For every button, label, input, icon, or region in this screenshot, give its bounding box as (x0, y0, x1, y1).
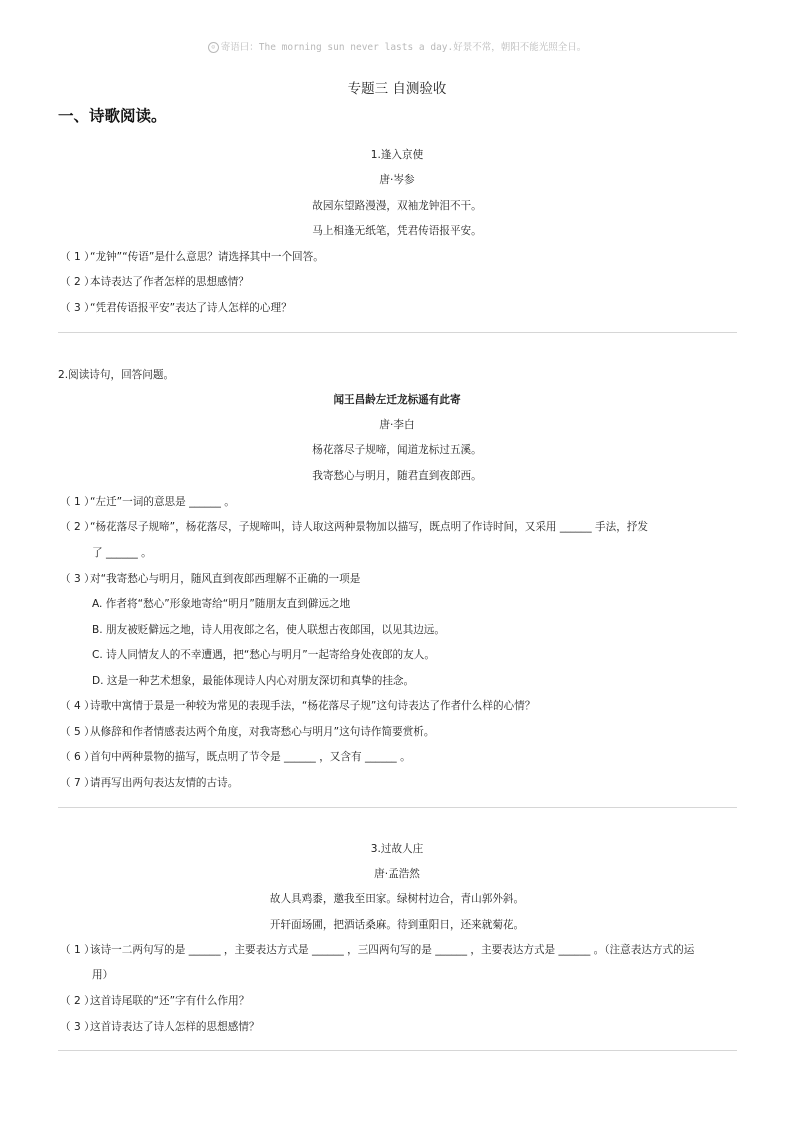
q2-intro: 2.阅读诗句，回答问题。 (58, 369, 175, 381)
poem1-line2: 马上相逢无纸笔，凭君传语报平安。 (312, 225, 482, 237)
question-text: “龙钟”“传语”是什么意思？请选择其中一个回答。 (90, 251, 324, 263)
question-text: “凭君传语报平安”表达了诗人怎样的心理？ (90, 302, 292, 314)
poem3-title: 3.过故人庄 (370, 843, 424, 855)
divider (58, 1050, 737, 1051)
q2-question-2-cont: 了 ______ 。 (92, 547, 152, 559)
poem1-question-1 (60, 250, 324, 264)
poem3-question-1 (60, 943, 694, 957)
poem3-question-3 (60, 1020, 260, 1034)
section-heading: 一、诗歌阅读。 (58, 107, 167, 125)
question-text: 该诗一二两句写的是 ______ ，主要表达方式是 ______ ，三四两句写的是 ______ ，主要表达方式是 ______ 。（注意表达方式的运 (90, 944, 695, 956)
poem1-question-3 (60, 301, 292, 315)
option-c: C. 诗人同情友人的不幸遭遇，把“愁心与明月”一起寄给身处夜郎的友人。 (92, 649, 435, 661)
question-number: （ 5 ） (60, 726, 95, 738)
q2-poem-author: 唐·李白 (379, 419, 415, 431)
question-number: （ 4 ） (60, 700, 95, 712)
smiley-icon: ☺ (208, 42, 219, 53)
question-text: 请再写出两句表达友情的古诗。 (90, 777, 239, 789)
question-number: （ 2 ） (60, 995, 95, 1007)
question-text: 诗歌中寓情于景是一种较为常见的表现手法，“杨花落尽子规”这句诗表达了作者什么样的心情？ (90, 700, 536, 712)
question-number: （ 3 ） (60, 1021, 95, 1033)
question-number: （ 2 ） (60, 521, 95, 533)
question-text: 这首诗尾联的“还”字有什么作用？ (90, 995, 250, 1007)
question-text: 从修辞和作者情感表达两个角度，对我寄愁心与明月”这句诗作简要赏析。 (90, 726, 435, 738)
q2-poem-title: 闻王昌龄左迁龙标遥有此寄 (333, 394, 461, 406)
question-text: “左迁”一词的意思是 ______ 。 (90, 496, 235, 508)
question-number: （ 3 ） (60, 302, 95, 314)
q2-poem-line2: 我寄愁心与明月，随君直到夜郎西。 (312, 470, 482, 482)
question-number: （ 1 ） (60, 944, 95, 956)
divider (58, 807, 737, 808)
poem1-question-2 (60, 275, 249, 289)
question-text: 本诗表达了作者怎样的思想感情？ (90, 276, 249, 288)
question-number: （ 7 ） (60, 777, 95, 789)
watermark-text: 寄语曰：The morning sun never lasts a day.好景不常，朝阳不能光照全日。 (220, 42, 587, 53)
q2-question-4 (60, 699, 535, 713)
poem3-line1: 故人具鸡黍，邀我至田家。绿树村边合，青山郭外斜。 (269, 893, 525, 905)
question-text: 这首诗表达了诗人怎样的思想感情？ (90, 1021, 260, 1033)
question-number: （ 6 ） (60, 751, 95, 763)
q2-question-2 (60, 520, 648, 534)
q2-question-3 (60, 572, 360, 586)
poem3-line2: 开轩面场圃，把酒话桑麻。待到重阳日，还来就菊花。 (269, 919, 525, 931)
poem3-question-1-cont: 用） (92, 969, 114, 981)
poem3-author: 唐·孟浩然 (374, 868, 420, 880)
q2-question-1 (60, 495, 235, 509)
question-number: （ 2 ） (60, 276, 95, 288)
poem1-title: 1.逢入京使 (370, 149, 424, 161)
q2-question-5 (60, 725, 435, 739)
question-number: （ 1 ） (60, 496, 95, 508)
question-text: “杨花落尽子规啼”，杨花落尽，子规啼叫，诗人取这两种景物加以描写，既点明了作诗时间，又采用 ______ 手法，抒发 (90, 521, 648, 533)
poem1-author: 唐·岑参 (379, 174, 415, 186)
poem1-line1: 故园东望路漫漫，双袖龙钟泪不干。 (312, 200, 482, 212)
option-b: B. 朋友被贬僻远之地，诗人用夜郎之名，使人联想古夜郎国，以见其边远。 (92, 624, 445, 636)
q2-poem-line1: 杨花落尽子规啼，闻道龙标过五溪。 (312, 444, 482, 456)
question-text: 首句中两种景物的描写，既点明了节令是 ______ ，又含有 ______ 。 (90, 751, 411, 763)
watermark (0, 39, 794, 53)
option-a: A. 作者将“愁心”形象地寄给“明月”随朋友直到僻远之地 (92, 598, 351, 610)
poem3-question-2 (60, 994, 249, 1008)
page-title: 专题三 自测验收 (347, 81, 447, 97)
question-number: （ 1 ） (60, 251, 95, 263)
option-d: D. 这是一种艺术想象，最能体现诗人内心对朋友深切和真挚的挂念。 (92, 675, 415, 687)
q2-question-7 (60, 776, 238, 790)
question-text: 对“我寄愁心与明月，随风直到夜郎西理解不正确的一项是 (90, 573, 361, 585)
divider (58, 332, 737, 333)
question-number: （ 3 ） (60, 573, 95, 585)
q2-question-6 (60, 750, 411, 764)
